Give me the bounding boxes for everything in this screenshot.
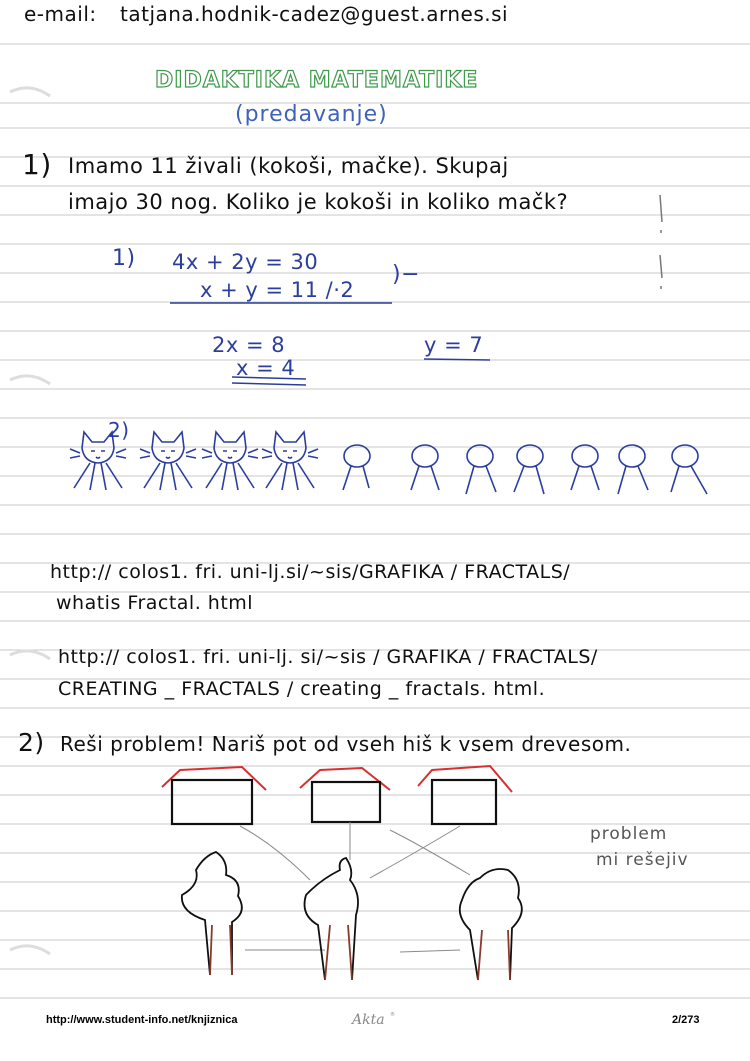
- link-2-line-2[interactable]: CREATING _ FRACTALS / creating _ fractals. html.: [58, 678, 546, 700]
- chicken-3: [466, 445, 496, 494]
- equation-4: x = 4: [236, 356, 296, 380]
- problem-2-text: Reši problem! Nariš pot od vseh hiš k vsem drevesom.: [60, 732, 632, 756]
- link-2-line-1[interactable]: http:// colos1. fri. uni-lj. si/~sis / GRAFIKA / FRACTALS/: [58, 646, 598, 668]
- email-address[interactable]: tatjana.hodnik-cadez@guest.arnes.si: [120, 2, 509, 26]
- margin-marks: [660, 195, 662, 289]
- problem-2-number: 2): [18, 728, 45, 757]
- tree-1: [182, 852, 242, 975]
- footer-url[interactable]: http://www.student-info.net/knjiznica: [46, 1014, 238, 1026]
- cat-3: [202, 432, 258, 490]
- email-label: e-mail:: [24, 2, 97, 26]
- page-number: 2/273: [672, 1014, 700, 1026]
- x-underline-2: [232, 383, 306, 385]
- cat-4: [262, 432, 318, 490]
- chicken-5: [571, 445, 599, 490]
- link-1-line-1[interactable]: http:// colos1. fri. uni-lj.si/~sis/GRAFIKA / FRACTALS/: [50, 561, 571, 583]
- equation-3: 2x = 8: [212, 333, 286, 357]
- chicken-4: [514, 445, 544, 494]
- chicken-drawings: [343, 445, 707, 494]
- side-note-line-1: problem: [590, 824, 668, 844]
- equation-1: 4x + 2y = 30: [172, 250, 319, 274]
- problem-1-line-1: Imamo 11 živali (kokoši, mačke). Skupaj: [68, 154, 509, 178]
- cat-2: [140, 432, 196, 490]
- lecture-title: DIDAKTIKA MATEMATIKE: [155, 68, 479, 93]
- brand-logo: Akta: [352, 1012, 385, 1028]
- chicken-2: [411, 445, 439, 490]
- solution-2-label: 2): [108, 418, 130, 442]
- equation-5: y = 7: [424, 333, 484, 357]
- link-1-line-2[interactable]: whatis Fractal. html: [56, 592, 254, 614]
- lecture-subtitle: (predavanje): [235, 102, 388, 127]
- problem-1-number: 1): [22, 148, 52, 181]
- problem-1-line-2: imajo 30 nog. Koliko je kokoši in koliko mačk?: [68, 190, 569, 214]
- chicken-1: [343, 445, 370, 490]
- side-note-line-2: mi rešejiv: [596, 850, 689, 870]
- solution-1-label: 1): [112, 246, 136, 271]
- chicken-6: [618, 445, 648, 494]
- y-underline: [424, 359, 490, 360]
- equation-operator: )−: [392, 262, 421, 287]
- brand-registered-mark: ®: [390, 1012, 395, 1018]
- tree-3: [460, 869, 522, 980]
- equation-2: x + y = 11 /·2: [200, 278, 355, 302]
- tree-drawings: [182, 852, 522, 980]
- chicken-7: [671, 445, 707, 494]
- tree-2: [305, 858, 359, 980]
